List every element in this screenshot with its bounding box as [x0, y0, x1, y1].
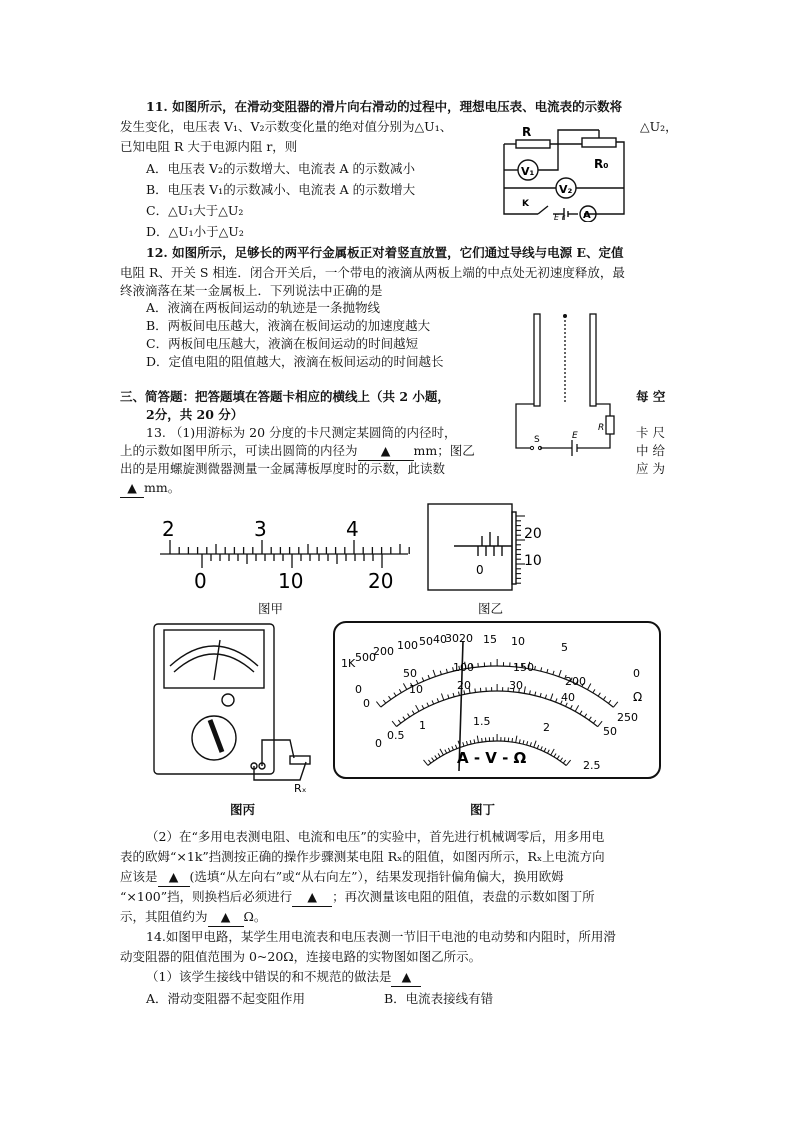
droplet — [563, 314, 567, 318]
dial-scale-label: 0.5 — [387, 729, 405, 742]
dial-scale-label: 0 — [633, 667, 640, 680]
dial-scale-label: 50 — [419, 635, 433, 648]
q11-option-c: C．△U₁大于△U₂ — [146, 203, 244, 218]
q13-line2 — [120, 442, 475, 461]
q13-line3: 出的是用螺旋测微器测量一金属薄板厚度时的示数，此读数 — [120, 461, 446, 476]
q13-line3-end: 应 为 — [636, 461, 665, 476]
q13b-line3 — [120, 868, 564, 887]
answer-blank[interactable]: ▲ — [358, 442, 414, 461]
dial-figure — [333, 621, 661, 779]
q13-line2-text: 上的示数如图甲所示，可读出圆筒的内径为 — [120, 443, 358, 458]
dial-tick — [482, 738, 483, 742]
q13b-line1: （2）在“多用电表测电阻、电流和电压”的实验中，首先进行机械调零后，用多用电 — [146, 829, 605, 844]
label-s: S — [534, 435, 540, 445]
vernier-label: 10 — [278, 569, 304, 593]
label-v1: V₁ — [521, 165, 535, 178]
dial-scale-label: 30 — [509, 679, 523, 692]
dial-scale-label: 50 — [403, 667, 417, 680]
dial-center-label: A - V - Ω — [457, 749, 527, 767]
dial-scale-label: 2 — [543, 721, 550, 734]
dial-scale-label: 15 — [483, 633, 497, 646]
dial-scale-label: 20 — [457, 679, 471, 692]
rheostat-r0 — [582, 138, 616, 147]
label-er: E r — [554, 213, 565, 222]
section3-header-end: 每 空 — [636, 389, 666, 404]
label-k: K — [522, 199, 529, 209]
q13b-line3-text: 应该是 — [120, 869, 158, 884]
q14-line1: 14.如图甲电路，某学生用电流表和电压表测一节旧干电池的电动势和内阻时，所用滑 — [146, 929, 616, 944]
caption-bing: 图丙 — [230, 802, 256, 817]
q13b-line2: 表的欧姆“×1k”挡测按正确的操作步骤测某电阻 Rₓ的阻值，如图丙所示，Rₓ上电流方向 — [120, 849, 605, 864]
vernier-label: 0 — [194, 569, 207, 593]
q12-text: 12. 如图所示，足够长的两平行金属板正对着竖直放置，它们通过导线与电源 E、定值 — [146, 245, 624, 260]
dial-scale-label: 1 — [419, 719, 426, 732]
dial-scale-label: 10 — [409, 683, 423, 696]
q12-line3: 终液滴落在某一金属板上．下列说法中正确的是 — [120, 283, 383, 298]
range-selector-knob[interactable] — [192, 716, 236, 760]
meter-arc — [170, 646, 258, 666]
vernier-label: 20 — [368, 569, 394, 593]
dial-scale-label: 1.5 — [473, 715, 491, 728]
q11-circuit-figure — [498, 126, 630, 222]
answer-blank[interactable]: ▲ — [208, 908, 244, 927]
q13-line4-unit: mm。 — [144, 480, 181, 495]
q13b-line4-text: “×100”挡，则换档后必须进行 — [120, 889, 293, 904]
dial-scale-label: 200 — [565, 675, 586, 688]
label-e: E — [572, 431, 578, 441]
q13b-line4-rest: ；再次测量该电阻的阻值，表盘的示数如图丁所 — [332, 889, 595, 904]
q11-text: 11. 如图所示，在滑动变阻器的滑片向右滑动的过程中，理想电压表、电流表的示数将 — [146, 99, 623, 114]
caption-jia: 图甲 — [258, 601, 284, 616]
dial-scale-label: 10 — [511, 635, 525, 648]
thimble-label: 10 — [524, 553, 542, 569]
multimeter-figure — [150, 620, 325, 802]
q13b-line5-text: 示，其阻值约为 — [120, 909, 208, 924]
dial-scale-label: 0 — [375, 737, 382, 750]
q12-line1 — [146, 244, 623, 262]
left-plate — [534, 314, 540, 406]
dial-scale-label: 0 — [355, 683, 362, 696]
micrometer-figure — [424, 502, 554, 594]
q13-line2-unit: mm；图乙 — [413, 443, 475, 458]
label-v2: V₂ — [559, 183, 573, 196]
dial-scale-label: 0 — [363, 697, 370, 710]
q13-line2-end: 中 给 — [636, 443, 665, 458]
answer-blank[interactable]: ▲ — [120, 479, 144, 498]
q12-option-b: B．两板间电压越大，液滴在板间运动的加速度越大 — [146, 318, 431, 333]
dial-tick — [475, 688, 476, 692]
caliper-figure — [150, 516, 410, 598]
dial-scale-label: 200 — [373, 645, 394, 658]
q14-line2: 动变阻器的阻值范围为 0~20Ω，连接电路的实物图如图乙所示。 — [120, 949, 482, 964]
ohm-symbol: Ω — [633, 690, 643, 704]
zero-adjust-knob[interactable] — [222, 694, 234, 706]
q13-line4 — [120, 479, 180, 498]
q12-option-d: D．定值电阻的阻值越大，液滴在板间运动的时间越长 — [146, 354, 444, 369]
dial-scale-label: 150 — [513, 661, 534, 674]
dial-scale-label: 40 — [433, 633, 447, 646]
q12-option-c: C．两板间电压越大，液滴在板间运动的时间越短 — [146, 336, 419, 351]
label-a: A — [583, 210, 591, 221]
q11-line3: 已知电阻 R 大于电源内阻 r，则 — [120, 139, 298, 154]
q11-option-a: A．电压表 V₂的示数增大、电流表 A 的示数减小 — [146, 161, 416, 176]
label-r0: R₀ — [594, 157, 609, 171]
q13-line1: 13. （1)用游标为 20 分度的卡尺测定某圆筒的内径时， — [146, 425, 457, 440]
caption-ding: 图丁 — [470, 802, 496, 817]
resistor-rx — [290, 756, 310, 764]
dial-scale-label: 100 — [397, 639, 418, 652]
dial-tick — [512, 738, 513, 742]
answer-blank[interactable]: ▲ — [391, 968, 421, 987]
right-plate — [590, 314, 596, 406]
q14-option-a: A．滑动变阻器不起变阻作用 — [146, 991, 306, 1006]
q11-option-d: D．△U₁小于△U₂ — [146, 224, 244, 239]
label-rx: Rₓ — [294, 782, 307, 795]
thimble-label: 20 — [524, 526, 542, 542]
label-r: R — [598, 423, 605, 433]
q13-line1-end: 卡 尺 — [636, 425, 665, 440]
dial-scale-label: 500 — [355, 651, 376, 664]
dial-scale-label: 250 — [617, 711, 638, 724]
dial-scale-label: 2.5 — [583, 759, 601, 772]
section3-header-line2: 2分，共 20 分） — [146, 407, 244, 422]
main-scale-label: 3 — [254, 517, 267, 541]
main-scale-label: 4 — [346, 517, 359, 541]
q11-line2-end: △U₂， — [640, 119, 678, 134]
label-r: R — [522, 126, 532, 139]
q13b-line3-rest: (选填“从左向右”或“从右向左”），结果发现指针偏角偏大，换用欧姆 — [189, 869, 564, 884]
q14-option-b: B．电流表接线有错 — [384, 991, 494, 1006]
dial-scale-label: 30 — [445, 632, 459, 645]
q12-line2: 电阻 R、开关 S 相连．闭合开关后，一个带电的液滴从两板上端的中点处无初速度释放，最 — [120, 265, 625, 280]
dial-scale-label: 100 — [453, 661, 474, 674]
answer-blank[interactable]: ▲ — [158, 868, 190, 887]
section3-header: 三、简答题：把答题填在答题卡相应的横线上（共 2 小题， — [120, 389, 450, 404]
dial-scale-label: 1K — [341, 657, 356, 670]
q13b-line5-unit: Ω。 — [243, 909, 267, 924]
sleeve-label: 0 — [476, 563, 484, 577]
q11-line1 — [146, 98, 622, 116]
dial-scale-label: 20 — [459, 632, 473, 645]
q13b-line5 — [120, 908, 266, 927]
q14-line3-text: （1）该学生接线中错误的和不规范的做法是 — [146, 969, 392, 984]
thimble-frame — [428, 504, 512, 590]
dial-scale-label: 40 — [561, 691, 575, 704]
resistor-r — [516, 140, 550, 148]
answer-blank[interactable]: ▲ — [292, 888, 332, 907]
q12-plates-figure — [510, 310, 622, 460]
q12-option-a: A．液滴在两板间运动的轨迹是一条抛物线 — [146, 300, 381, 315]
dial-scale-label: 5 — [561, 641, 568, 654]
q11-line2: 发生变化，电压表 V₁、V₂示数变化量的绝对值分别为△U₁、 — [120, 119, 453, 134]
caption-yi: 图乙 — [478, 601, 504, 616]
dial-scale-label: 50 — [603, 725, 617, 738]
q11-option-b: B．电压表 V₁的示数减小、电流表 A 的示数增大 — [146, 182, 416, 197]
q14-line3 — [146, 968, 421, 987]
main-scale-label: 2 — [162, 517, 175, 541]
q13b-line4 — [120, 888, 595, 907]
